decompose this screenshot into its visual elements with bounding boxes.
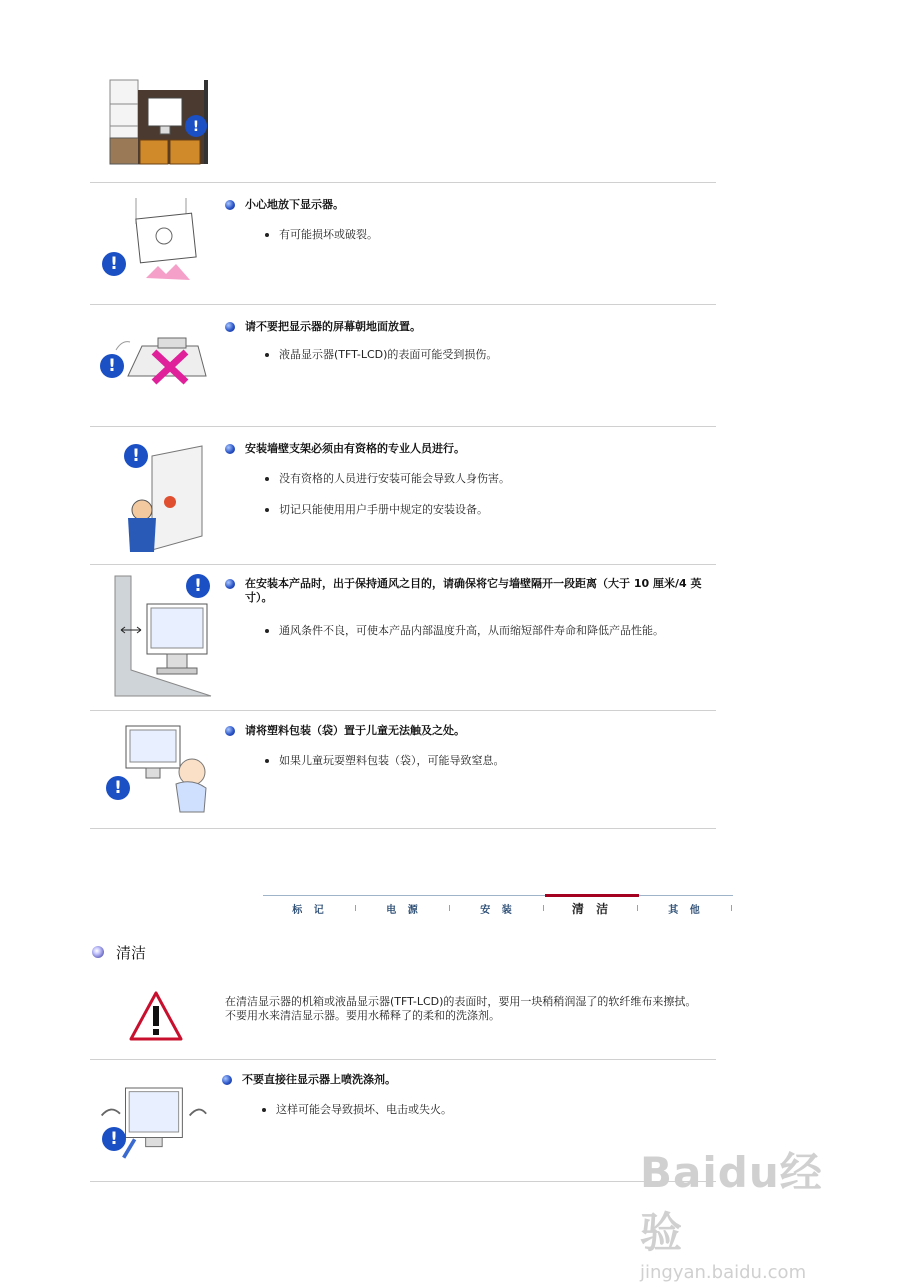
section-heading: 安装墙壁支架必须由有资格的专业人员进行。: [225, 442, 705, 456]
wall-installer-illustration: [106, 440, 216, 556]
blue-bullet-icon: [225, 322, 235, 332]
blue-bullet-icon: [225, 726, 235, 736]
baidu-watermark: Baidu经验 jingyan.baidu.com: [640, 1148, 823, 1283]
safety-item-screen-down: [90, 304, 716, 426]
warning-icon: !: [102, 252, 126, 276]
bullet-dot-icon: [265, 629, 269, 633]
list-item: 没有资格的人员进行安装可能会导致人身伤害。: [265, 472, 705, 486]
safety-item-ventilation: [90, 564, 716, 710]
bullet-dot-icon: [265, 233, 269, 237]
section-heading: 请将塑料包装（袋）置于儿童无法触及之处。: [225, 724, 705, 738]
falling-monitor-illustration: [106, 194, 216, 290]
nav-top-line: [263, 895, 733, 896]
tab-other[interactable]: 其 他: [668, 905, 704, 916]
bullet-dot-icon: [265, 759, 269, 763]
blue-bullet-icon: [222, 1075, 232, 1085]
list-item: 如果儿童玩耍塑料包装（袋），可能导致窒息。: [265, 754, 705, 768]
list-item: 这样可能会导致损坏、电击或失火。: [262, 1103, 702, 1117]
tab-cleaning[interactable]: 清 洁: [571, 902, 613, 916]
list-item: 有可能损坏或破裂。: [265, 228, 705, 242]
blue-bullet-icon: [225, 579, 235, 589]
list-item: 液晶显示器(TFT-LCD)的表面可能受到损伤。: [265, 348, 705, 362]
safety-item-wall-mount: [90, 426, 716, 564]
nav-separator: [731, 905, 732, 911]
warning-icon: !: [186, 574, 210, 598]
bullet-dot-icon: [262, 1108, 266, 1112]
child-monitor-illustration: [106, 722, 216, 818]
active-tab-indicator: [545, 894, 639, 897]
section-heading: 在安装本产品时，出于保持通风之目的，请确保将它与墙壁隔开一段距离（大于 10 厘米/4 英寸）。: [225, 577, 705, 605]
bullet-dot-icon: [265, 508, 269, 512]
blue-bullet-icon: [225, 200, 235, 210]
warning-icon: !: [106, 776, 130, 800]
section-heading: 不要直接往显示器上喷洗涤剂。: [222, 1073, 702, 1087]
title-bullet-icon: [92, 946, 104, 958]
warning-icon: !: [100, 354, 124, 378]
bullet-dot-icon: [265, 477, 269, 481]
section-heading: 小心地放下显示器。: [225, 198, 705, 212]
caution-triangle-icon: [128, 990, 184, 1042]
svg-text:!: !: [192, 119, 200, 135]
nav-separator: [637, 905, 638, 911]
cleaning-intro: 在清洁显示器的机箱或液晶显示器(TFT-LCD)的表面时，要用一块稍稍润湿了的软纤维布来擦拭。 不要用水来清洁显示器。要用水稀释了的柔和的洗涤剂。: [225, 995, 697, 1022]
warning-icon: !: [102, 1127, 126, 1151]
safety-item-drop-gently: [90, 182, 716, 304]
bullet-dot-icon: [265, 353, 269, 357]
divider: [90, 1181, 716, 1182]
cleaning-item-no-spray: [90, 1059, 716, 1181]
warning-icon: !: [124, 444, 148, 468]
tab-marks[interactable]: 标 记: [292, 905, 328, 916]
section-heading: 请不要把显示器的屏幕朝地面放置。: [225, 320, 705, 334]
list-item: 通风条件不良，可使本产品内部温度升高，从而缩短部件寿命和降低产品性能。: [265, 624, 705, 638]
tab-power[interactable]: 电 源: [386, 905, 422, 916]
divider: [90, 828, 716, 829]
nav-separator: [449, 905, 450, 911]
tab-install[interactable]: 安 装: [480, 905, 516, 916]
shelf-monitor-illustration: [108, 76, 210, 168]
nav-separator: [543, 905, 544, 911]
safety-item-plastic-bag: [90, 710, 716, 828]
list-item: 切记只能使用用户手册中规定的安装设备。: [265, 503, 705, 517]
blue-bullet-icon: [225, 444, 235, 454]
nav-separator: [355, 905, 356, 911]
section-nav: [263, 895, 733, 919]
page-title: 清洁: [92, 942, 146, 963]
